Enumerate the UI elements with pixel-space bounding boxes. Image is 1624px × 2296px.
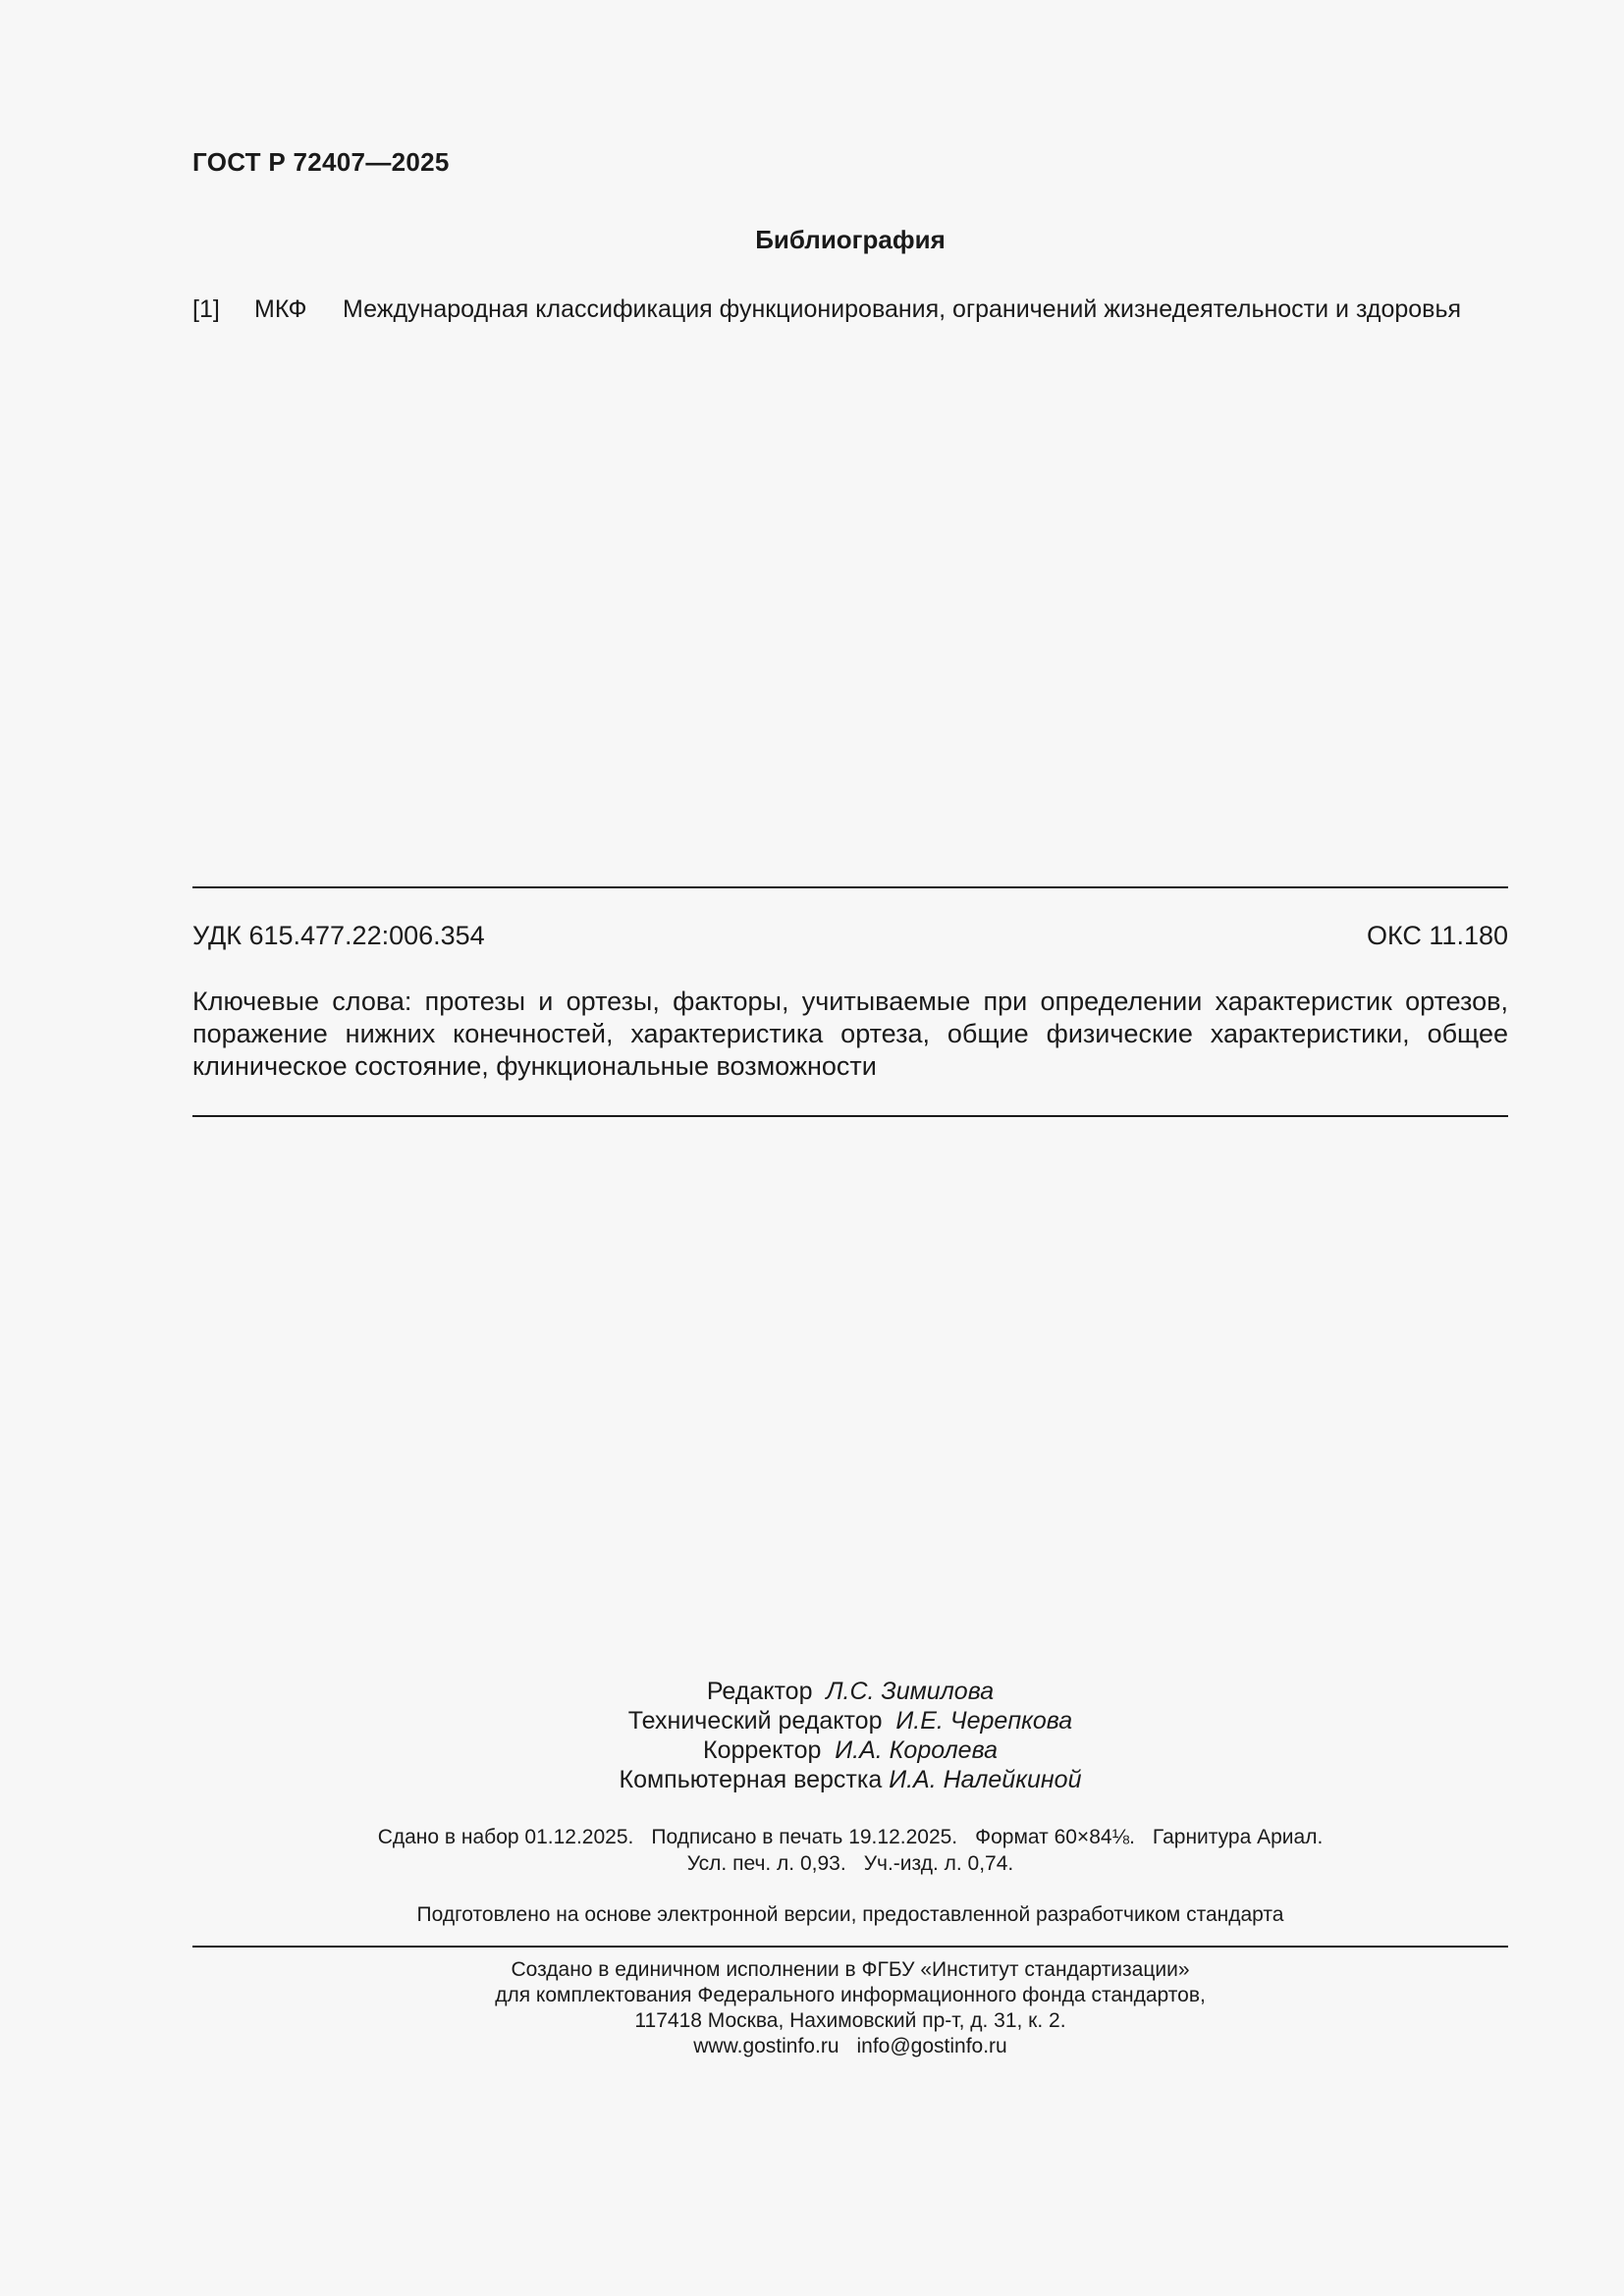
print-info-line-1 — [192, 1824, 1508, 1850]
bibliography-entry-number: [1] — [192, 295, 220, 323]
credit-name: И.А. Королева — [835, 1736, 998, 1764]
publisher-block — [192, 1957, 1508, 2059]
bibliography-entry-text: Международная классификация функционирования, ограничений жизнедеятельности и здоровья — [343, 295, 1462, 323]
classification-row — [192, 921, 1508, 951]
credit-proofreader — [192, 1735, 1508, 1765]
credits-block — [192, 1677, 1508, 1794]
bibliography-entry-abbreviation: МКФ — [254, 295, 307, 323]
print-info-block — [192, 1824, 1508, 1877]
submitted-date: Сдано в набор 01.12.2025. — [377, 1826, 634, 1848]
udk-code: УДК 615.477.22:006.354 — [192, 921, 485, 950]
publisher-line-2: для комплектования Федерального информационного фонда стандартов, — [495, 1984, 1206, 2006]
publisher-line-1: Создано в единичном исполнении в ФГБУ «Институт стандартизации» — [511, 1958, 1190, 1981]
publication-sheets: Уч.-изд. л. 0,74. — [863, 1852, 1014, 1875]
prepared-note: Подготовлено на основе электронной версии, предоставленной разработчиком стандарта — [416, 1903, 1284, 1926]
credit-role: Корректор — [703, 1736, 822, 1764]
bibliography-title: Библиография — [755, 225, 946, 254]
oks-code: ОКС 11.180 — [1366, 921, 1508, 950]
divider-middle — [192, 1115, 1508, 1117]
email-link[interactable]: info@gostinfo.ru — [856, 2035, 1007, 2057]
print-info-line-2 — [192, 1850, 1508, 1877]
typeface: Гарнитура Ариал. — [1152, 1826, 1324, 1848]
credit-name: Л.С. Зимилова — [826, 1678, 995, 1705]
credit-layout — [192, 1765, 1508, 1794]
print-sheets: Усл. печ. л. 0,93. — [686, 1852, 846, 1875]
signed-date: Подписано в печать 19.12.2025. — [651, 1826, 958, 1848]
credit-name: И.Е. Черепкова — [895, 1707, 1073, 1735]
credit-technical-editor — [192, 1706, 1508, 1735]
publisher-address: 117418 Москва, Нахимовский пр-т, д. 31, к. 2. — [634, 2009, 1066, 2032]
divider-bottom — [192, 1946, 1508, 1948]
credit-role: Редактор — [706, 1678, 813, 1705]
credit-role: Компьютерная верстка — [619, 1766, 883, 1793]
publisher-contacts — [192, 2034, 1508, 2059]
keywords-paragraph: Ключевые слова: протезы и ортезы, факторы, учитываемые при определении характеристик ортезов, поражение нижних конечностей, характеристика ортеза, общие физические характеристики, общее клиническое состояние, функциональные возможности — [192, 987, 1508, 1081]
credit-editor — [192, 1677, 1508, 1706]
credit-role: Технический редактор — [627, 1707, 883, 1735]
paper-format: Формат 60×84⅛. — [975, 1826, 1135, 1848]
divider-top — [192, 886, 1508, 888]
document-code: ГОСТ Р 72407—2025 — [192, 147, 450, 177]
website-link[interactable]: www.gostinfo.ru — [693, 2035, 839, 2057]
credit-name: И.А. Налейкиной — [889, 1766, 1082, 1793]
